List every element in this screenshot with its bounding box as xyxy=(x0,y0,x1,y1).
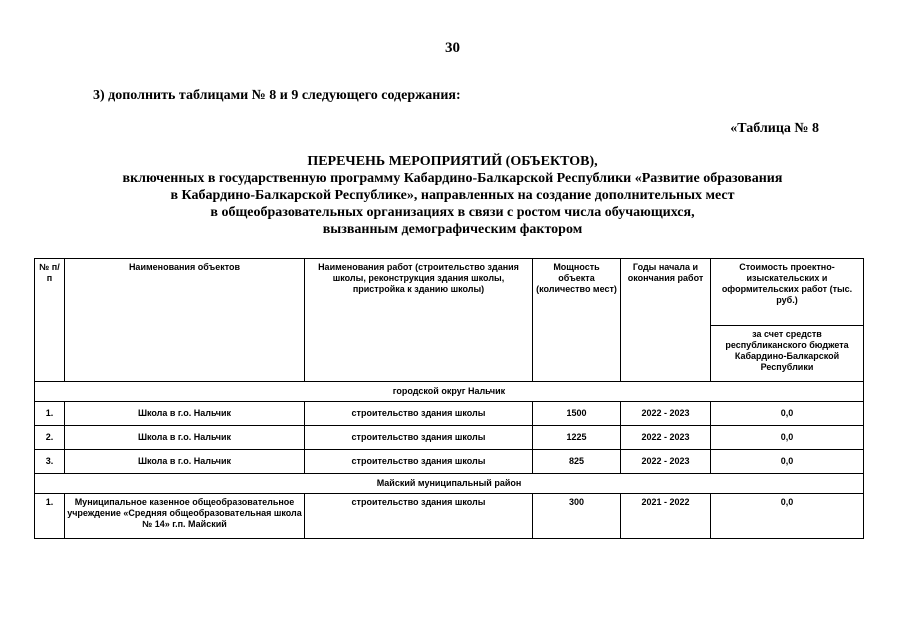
header-num: № п/п xyxy=(35,259,65,382)
table-row xyxy=(35,450,864,474)
header-capacity: Мощность объекта (количество мест) xyxy=(533,259,621,382)
header-cost: Стоимость проектно-изыскательских и оформительских работ (тыс. руб.) xyxy=(711,259,864,326)
row-cost: 0,0 xyxy=(711,450,864,474)
row-work: строительство здания школы xyxy=(305,426,533,450)
row-num: 1. xyxy=(35,402,65,426)
table-row xyxy=(35,402,864,426)
group-title: Майский муниципальный район xyxy=(35,474,864,494)
row-work: строительство здания школы xyxy=(305,450,533,474)
row-cost: 0,0 xyxy=(711,402,864,426)
row-work: строительство здания школы xyxy=(305,494,533,539)
row-object: Школа в г.о. Нальчик xyxy=(65,450,305,474)
row-capacity: 1225 xyxy=(533,426,621,450)
objects-table xyxy=(34,258,864,539)
table-row xyxy=(35,426,864,450)
table-row xyxy=(35,494,864,539)
document-heading xyxy=(0,153,905,238)
heading-line: вызванным демографическим фактором xyxy=(322,222,583,237)
row-capacity: 300 xyxy=(533,494,621,539)
instruction-text: 3) дополнить таблицами № 8 и 9 следующего содержания: xyxy=(93,88,461,103)
row-object: Школа в г.о. Нальчик xyxy=(65,426,305,450)
row-work: строительство здания школы xyxy=(305,402,533,426)
page-number: 30 xyxy=(445,40,460,56)
heading-line: включенных в государственную программу Кабардино-Балкарской Республики «Развитие образования xyxy=(122,171,783,186)
heading-line: в Кабардино-Балкарской Республике», направленных на создание дополнительных мест xyxy=(170,188,735,203)
group-title: городской округ Нальчик xyxy=(35,382,864,402)
header-years: Годы начала и окончания работ xyxy=(621,259,711,382)
header-cost-source: за счет средств республиканского бюджета Кабардино-Балкарской Республики xyxy=(711,326,864,382)
row-years: 2022 - 2023 xyxy=(621,426,711,450)
row-object: Школа в г.о. Нальчик xyxy=(65,402,305,426)
row-years: 2022 - 2023 xyxy=(621,450,711,474)
table-label: «Таблица № 8 xyxy=(730,121,819,136)
row-num: 2. xyxy=(35,426,65,450)
row-years: 2021 - 2022 xyxy=(621,494,711,539)
row-capacity: 825 xyxy=(533,450,621,474)
row-object: Муниципальное казенное общеобразовательное учреждение «Средняя общеобразовательная школа № 14» г.п. Майский xyxy=(65,494,305,539)
heading-line: ПЕРЕЧЕНЬ МЕРОПРИЯТИЙ (ОБЪЕКТОВ), xyxy=(307,154,598,169)
row-capacity: 1500 xyxy=(533,402,621,426)
header-works: Наименования работ (строительство здания школы, реконструкция здания школы, пристройка к зданию школы) xyxy=(305,259,533,382)
row-num: 1. xyxy=(35,494,65,539)
row-cost: 0,0 xyxy=(711,426,864,450)
header-objects: Наименования объектов xyxy=(65,259,305,382)
row-years: 2022 - 2023 xyxy=(621,402,711,426)
heading-line: в общеобразовательных организациях в связи с ростом числа обучающихся, xyxy=(210,205,695,220)
row-num: 3. xyxy=(35,450,65,474)
row-cost: 0,0 xyxy=(711,494,864,539)
